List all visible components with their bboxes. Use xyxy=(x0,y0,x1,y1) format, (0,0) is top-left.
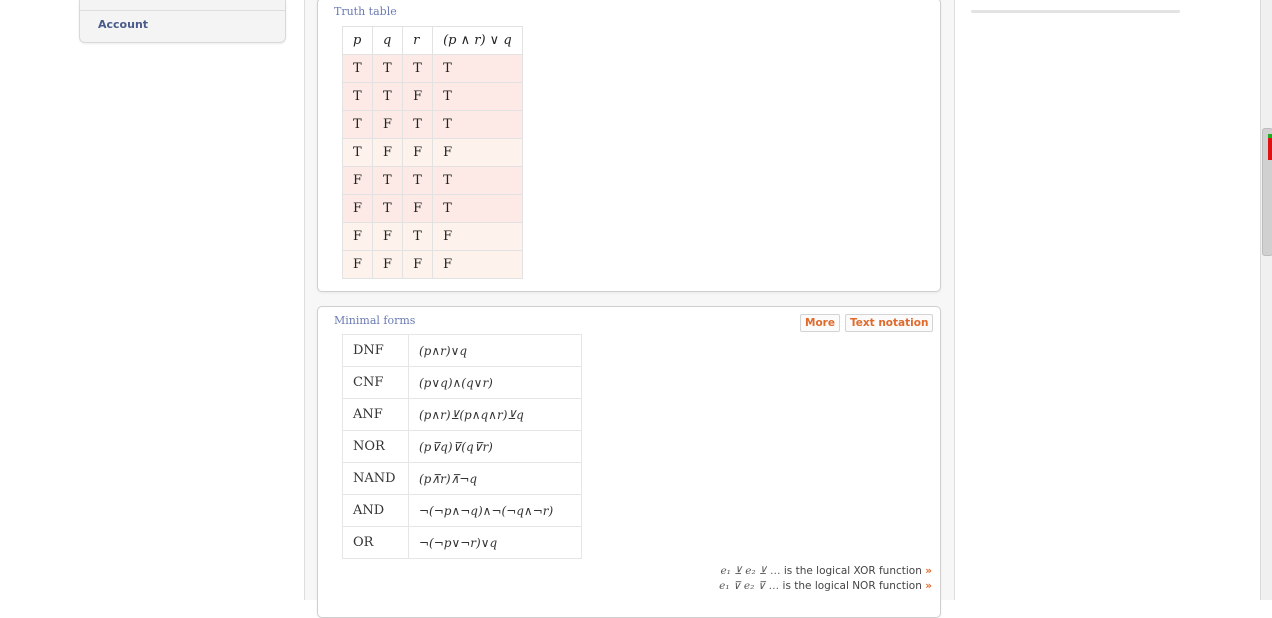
table-cell: T xyxy=(403,167,433,195)
table-row xyxy=(343,167,523,195)
table-row xyxy=(343,195,523,223)
table-cell: F xyxy=(343,251,373,279)
column-header-expression: (p ∧ r) ∨ q xyxy=(433,27,523,55)
form-expression: (p∧r)⊻(p∧q∧r)⊻q xyxy=(409,399,582,431)
table-row xyxy=(343,139,523,167)
minimal-forms-table xyxy=(342,334,582,559)
table-row xyxy=(343,251,523,279)
table-row xyxy=(343,399,582,431)
truth-table-pod xyxy=(317,0,941,292)
table-cell: F xyxy=(373,251,403,279)
table-cell: F xyxy=(433,223,523,251)
column-header-q: q xyxy=(373,27,403,55)
table-cell: F xyxy=(373,139,403,167)
more-button[interactable]: More xyxy=(800,314,840,332)
xor-more-arrow[interactable]: » xyxy=(925,565,932,577)
table-row xyxy=(343,495,582,527)
table-cell: F xyxy=(403,251,433,279)
minimal-forms-title: Minimal forms xyxy=(334,314,416,327)
form-name: NOR xyxy=(343,431,409,463)
table-row xyxy=(343,55,523,83)
table-cell: F xyxy=(343,195,373,223)
table-cell: T xyxy=(403,111,433,139)
table-cell: T xyxy=(433,195,523,223)
table-row xyxy=(343,111,523,139)
truth-table xyxy=(342,26,523,279)
table-row xyxy=(343,223,523,251)
table-row xyxy=(343,367,582,399)
column-header-p: p xyxy=(343,27,373,55)
truth-table-header-row xyxy=(343,27,523,55)
minimal-forms-pod xyxy=(317,306,941,618)
table-cell: T xyxy=(433,167,523,195)
table-row xyxy=(343,83,523,111)
form-expression: (p∨q)∧(q∨r) xyxy=(409,367,582,399)
form-expression: (p⊼r)⊼¬q xyxy=(409,463,582,495)
table-cell: T xyxy=(403,55,433,83)
table-cell: F xyxy=(403,139,433,167)
form-expression: ¬(¬p∧¬q)∧¬(¬q∧¬r) xyxy=(409,495,582,527)
table-cell: T xyxy=(343,111,373,139)
table-cell: T xyxy=(343,83,373,111)
table-cell: F xyxy=(433,251,523,279)
text-notation-button[interactable]: Text notation xyxy=(845,314,933,332)
table-cell: F xyxy=(343,223,373,251)
table-row xyxy=(343,431,582,463)
scroll-marker-red xyxy=(1268,138,1272,160)
table-cell: T xyxy=(433,55,523,83)
nor-math: e₁ ⊽ e₂ ⊽ … xyxy=(719,580,780,592)
nor-text: is the logical NOR function xyxy=(779,580,926,592)
truth-table-title: Truth table xyxy=(334,5,397,18)
table-cell: T xyxy=(373,83,403,111)
left-divider xyxy=(304,0,305,600)
form-name: NAND xyxy=(343,463,409,495)
form-expression: (p∧r)∨q xyxy=(409,335,582,367)
nor-footnote[interactable] xyxy=(719,580,932,592)
table-cell: F xyxy=(373,223,403,251)
xor-footnote[interactable] xyxy=(720,565,932,577)
column-header-r: r xyxy=(403,27,433,55)
table-cell: F xyxy=(403,195,433,223)
left-sidebar-area xyxy=(0,0,305,600)
table-cell: T xyxy=(433,111,523,139)
table-cell: T xyxy=(343,55,373,83)
table-cell: F xyxy=(403,83,433,111)
form-expression: ¬(¬p∨¬r)∨q xyxy=(409,527,582,559)
form-name: CNF xyxy=(343,367,409,399)
form-name: AND xyxy=(343,495,409,527)
table-row xyxy=(343,527,582,559)
right-divider xyxy=(954,0,955,600)
table-cell: T xyxy=(403,223,433,251)
sidebar-divider xyxy=(80,10,285,11)
xor-math: e₁ ⊻ e₂ ⊻ … xyxy=(720,565,781,577)
form-name: DNF xyxy=(343,335,409,367)
table-cell: T xyxy=(373,167,403,195)
nor-more-arrow[interactable]: » xyxy=(925,580,932,592)
form-name: OR xyxy=(343,527,409,559)
sidebar-panel xyxy=(79,0,286,43)
table-row xyxy=(343,335,582,367)
table-cell: F xyxy=(343,167,373,195)
xor-text: is the logical XOR function xyxy=(780,565,926,577)
form-expression: (p⊽q)⊽(q⊽r) xyxy=(409,431,582,463)
form-name: ANF xyxy=(343,399,409,431)
scrollbar-track[interactable] xyxy=(1260,0,1272,600)
right-panel-bar xyxy=(971,10,1180,13)
table-cell: T xyxy=(373,55,403,83)
table-cell: F xyxy=(433,139,523,167)
table-row xyxy=(343,463,582,495)
account-link[interactable]: Account xyxy=(98,18,149,31)
table-cell: T xyxy=(373,195,403,223)
table-cell: T xyxy=(343,139,373,167)
table-cell: F xyxy=(373,111,403,139)
table-cell: T xyxy=(433,83,523,111)
